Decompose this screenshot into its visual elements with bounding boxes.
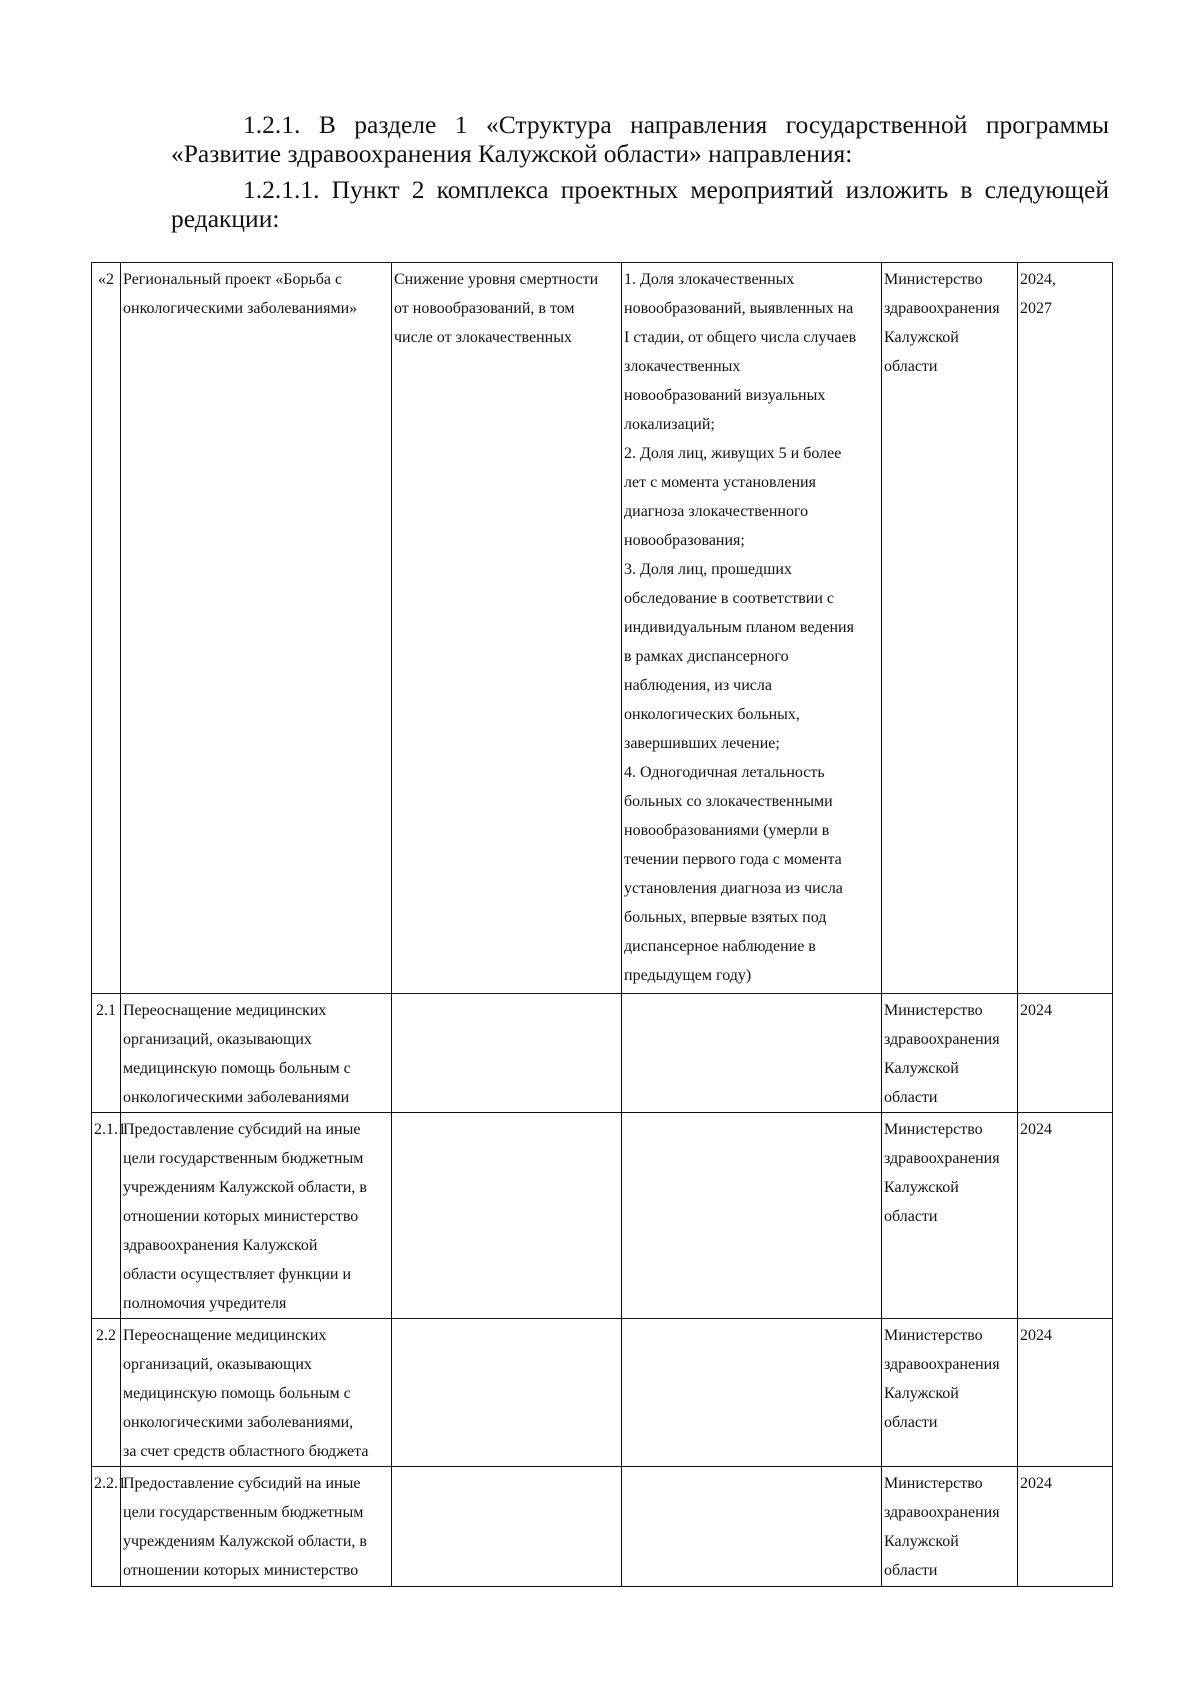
paragraph-line: 1.2.1. В разделе 1 «Структура направления государственной программы bbox=[243, 110, 1109, 139]
project-activities-table bbox=[91, 262, 1113, 1587]
goal-cell bbox=[392, 263, 622, 994]
indicators-cell bbox=[622, 1467, 882, 1587]
activity-name-cell bbox=[121, 1319, 392, 1467]
activity-name-cell bbox=[121, 1467, 392, 1587]
years-text: 2024, 2027 bbox=[1020, 271, 1056, 317]
years-cell bbox=[1018, 1467, 1113, 1587]
indicators-cell bbox=[622, 1113, 882, 1319]
responsible-cell bbox=[882, 994, 1018, 1113]
years-text: 2024 bbox=[1020, 1121, 1052, 1138]
years-text: 2024 bbox=[1020, 1475, 1052, 1492]
goal-text: Снижение уровня смертности от новообразований, в том числе от злокачественных bbox=[394, 271, 599, 346]
table-row bbox=[92, 994, 1113, 1113]
years-cell bbox=[1018, 994, 1113, 1113]
activity-name: Региональный проект «Борьба с онкологическими заболеваниями» bbox=[123, 271, 358, 317]
paragraph-1-2-1 bbox=[171, 110, 1109, 168]
responsible-cell bbox=[882, 1113, 1018, 1319]
paragraph-line: 1.2.1.1. Пункт 2 комплекса проектных мероприятий изложить в следующей bbox=[243, 175, 1109, 204]
activity-name: Предоставление субсидий на иные цели государственным бюджетным учреждениям Калужской области, в отношении которых министерство bbox=[123, 1475, 367, 1579]
years-cell bbox=[1018, 263, 1113, 994]
row-number: 2.2.1 bbox=[92, 1467, 121, 1587]
goal-cell bbox=[392, 994, 622, 1113]
responsible-text: Министерство здравоохранения Калужской области bbox=[884, 271, 1000, 375]
activity-name-cell bbox=[121, 1113, 392, 1319]
table-row bbox=[92, 1319, 1113, 1467]
row-number: 2.2 bbox=[92, 1319, 121, 1467]
indicators-cell bbox=[622, 1319, 882, 1467]
indicators-text: 1. Доля злокачественных новообразований, выявленных на I стадии, от общего числа случаев злокачественных новообразований визуальных локализаций; 2. Доля лиц, живущих 5 и более лет с момента установления диагноза злокачественного новообразования; 3. Доля лиц, прошедших обследование в соответствии с индивидуальным планом ведения в рамках диспансерного наблюдения, из числа онкологических больных, завершивших лечение; 4. Одногодичная летальность больных со злокачественными новообразованиями (умерли в течении первого года с момента установления диагноза из числа больных, впервые взятых под диспансерное наблюдение в предыдущем году) bbox=[624, 271, 857, 984]
paragraph-1-2-1-1 bbox=[171, 175, 1109, 233]
table-row bbox=[92, 263, 1113, 994]
responsible-cell bbox=[882, 263, 1018, 994]
responsible-cell bbox=[882, 1467, 1018, 1587]
row-number: «2 bbox=[92, 263, 121, 994]
activity-name-cell bbox=[121, 263, 392, 994]
years-text: 2024 bbox=[1020, 1327, 1052, 1344]
table-row bbox=[92, 1113, 1113, 1319]
paragraph-line: «Развитие здравоохранения Калужской области» направления: bbox=[171, 139, 853, 168]
row-number: 2.1 bbox=[92, 994, 121, 1113]
activity-name-cell bbox=[121, 994, 392, 1113]
goal-cell bbox=[392, 1113, 622, 1319]
indicators-cell bbox=[622, 263, 882, 994]
indicators-cell bbox=[622, 994, 882, 1113]
responsible-cell bbox=[882, 1319, 1018, 1467]
years-cell bbox=[1018, 1319, 1113, 1467]
paragraph-line: редакции: bbox=[171, 204, 280, 233]
goal-cell bbox=[392, 1467, 622, 1587]
row-number: 2.1.1 bbox=[92, 1113, 121, 1319]
years-cell bbox=[1018, 1113, 1113, 1319]
goal-cell bbox=[392, 1319, 622, 1467]
responsible-text: Министерство здравоохранения Калужской области bbox=[884, 1121, 1000, 1225]
years-text: 2024 bbox=[1020, 1002, 1052, 1019]
responsible-text: Министерство здравоохранения Калужской области bbox=[884, 1327, 1000, 1431]
table-row bbox=[92, 1467, 1113, 1587]
activity-name: Предоставление субсидий на иные цели государственным бюджетным учреждениям Калужской области, в отношении которых министерство здравоохранения Калужской области осуществляет функции и полномочия учредителя bbox=[123, 1121, 367, 1312]
responsible-text: Министерство здравоохранения Калужской области bbox=[884, 1475, 1000, 1579]
activity-name: Переоснащение медицинских организаций, оказывающих медицинскую помощь больным с онкологическими заболеваниями, за счет средств областного бюджета bbox=[123, 1327, 369, 1460]
responsible-text: Министерство здравоохранения Калужской области bbox=[884, 1002, 1000, 1106]
activity-name: Переоснащение медицинских организаций, оказывающих медицинскую помощь больным с онкологическими заболеваниями bbox=[123, 1002, 351, 1106]
